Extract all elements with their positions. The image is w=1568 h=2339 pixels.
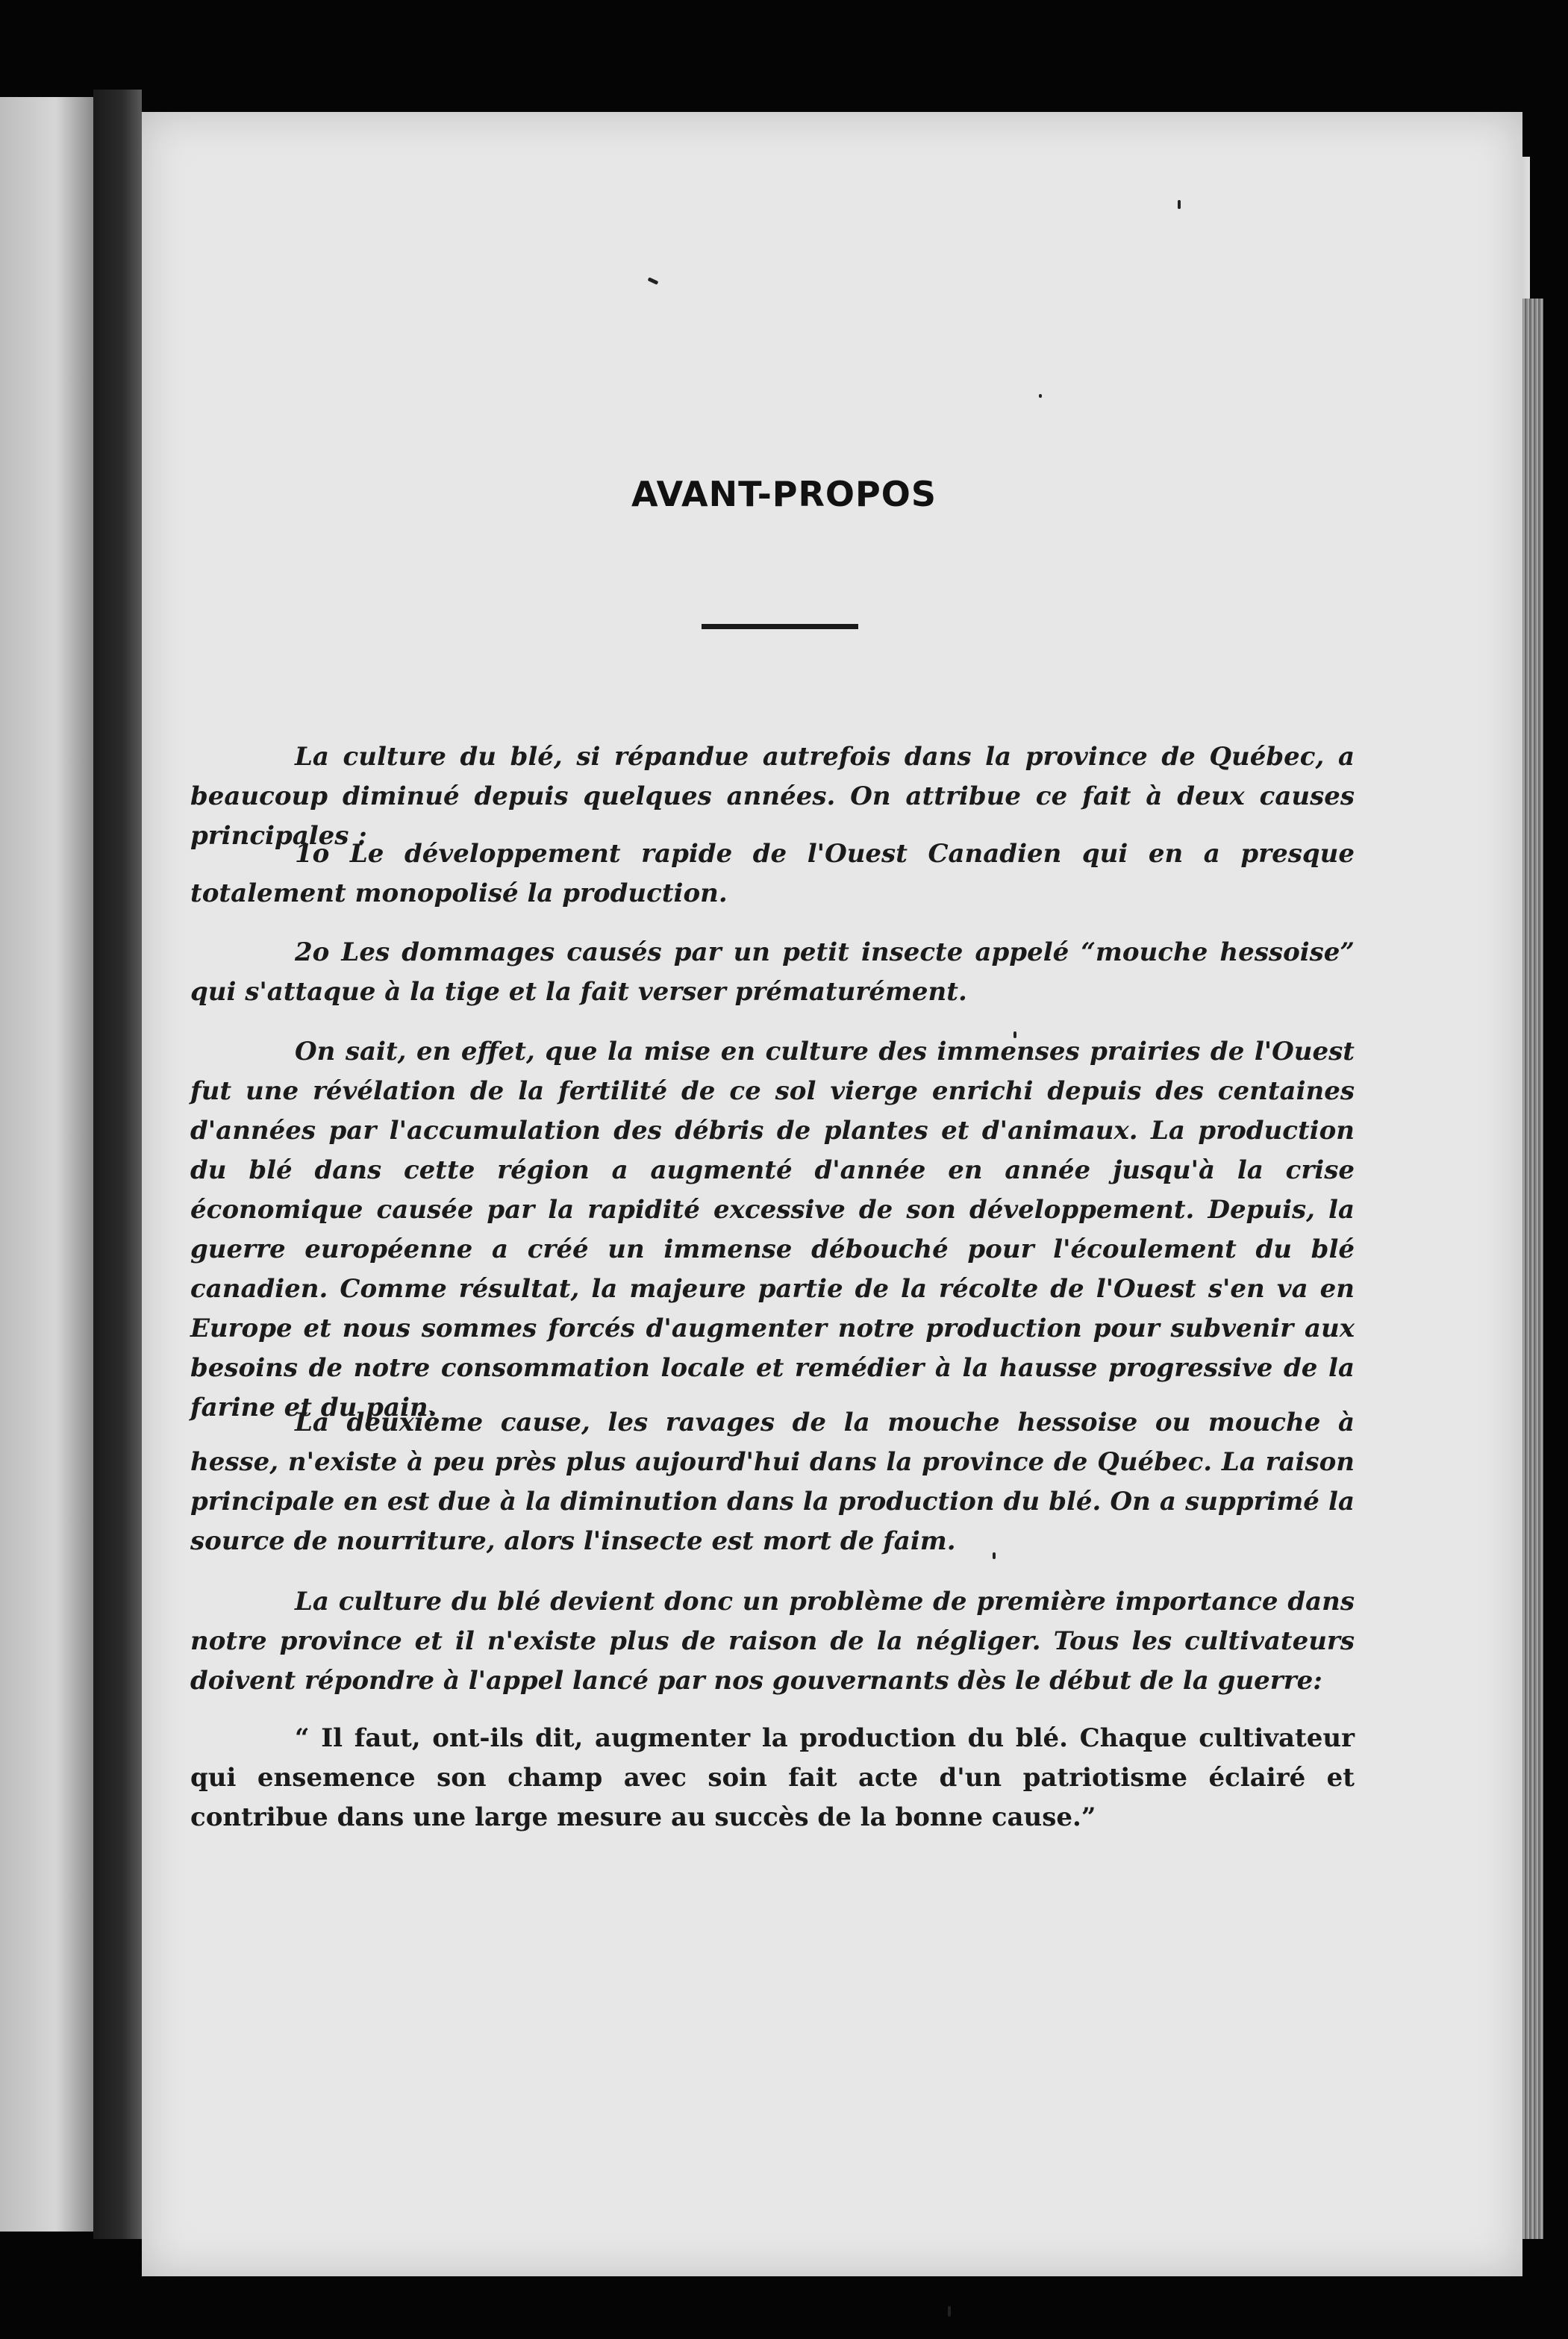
importance-paragraph: La culture du blé devient donc un problème de première importance dans notre province et il n'existe plus de raison de la négliger. Tous les cultivateurs doivent répondre à l'appel lancé par nos gouvernants dès le début de la guerre: (190, 1587, 1355, 1696)
cause-one-paragraph: 1o Le développement rapide de l'Ouest Canadien qui en a presque totalement monopolisé la production. (190, 839, 1355, 908)
title-divider (702, 624, 858, 629)
book-gutter (93, 90, 142, 2239)
intro-paragraph: La culture du blé, si répandue autrefois dans la province de Québec, a beaucoup diminué depuis quelques années. On attribue ce fait à deux causes principales : (190, 742, 1355, 851)
quotation-paragraph: “ Il faut, ont-ils dit, augmenter la production du blé. Chaque cultivateur qui ensemence son champ avec soin fait acte d'un patriotisme éclairé et contribue dans une large mesure au succès de la bonne cause.” (190, 1723, 1355, 1832)
cause-two-paragraph: 2o Les dommages causés par un petit insecte appelé “mouche hessoise” qui s'attaque à la tige et la fait verser prématurément. (190, 937, 1355, 1007)
scan-speck (1039, 394, 1042, 398)
west-paragraph: On sait, en effet, que la mise en culture des immenses prairies de l'Ouest fut une révélation de la fertilité de ce sol vierge enrichi depuis des centaines d'années par l'accumulation des débris de plantes et d'animaux. La production du blé dans cette région a augmenté d'année en année jusqu'à la crise économique causée par la rapidité excessive de son développement. Depuis, la guerre européenne a créé un immense débouché pour l'écoulement du blé canadien. Comme résultat, la majeure partie de la récolte de l'Ouest s'en va en Europe et nous sommes forcés d'augmenter notre production pour subvenir aux besoins de notre consommation locale et remédier à la hausse progressive de la farine et du pain. (190, 1037, 1355, 1423)
scan-speck (948, 2306, 951, 2317)
second-cause-paragraph: La deuxième cause, les ravages de la mouche hessoise ou mouche à hesse, n'existe à peu près plus aujourd'hui dans la province de Québec. La raison principale en est due à la diminution dans la production du blé. On a supprimé la source de nourriture, alors l'insecte est mort de faim. (190, 1408, 1355, 1556)
page-title: AVANT-PROPOS (631, 473, 937, 514)
facing-page-edge (0, 97, 93, 2232)
page-stack-edge (1522, 299, 1543, 2239)
scan-speck (1178, 200, 1181, 209)
